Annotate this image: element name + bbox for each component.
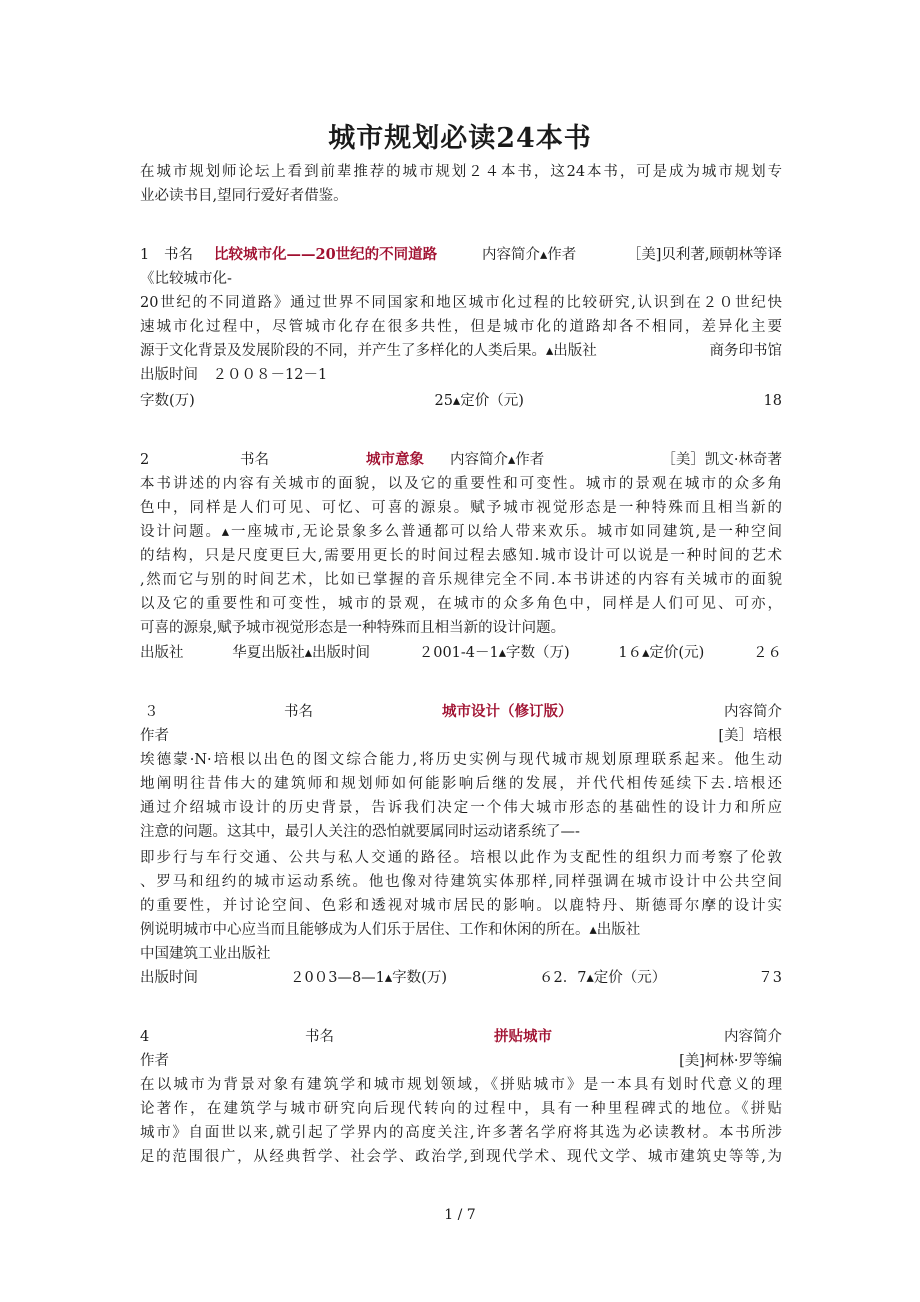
label-book-name: 书名 xyxy=(284,704,313,720)
book-text-line: 论著作，在建筑学与城市研究向后现代转向的过程中，具有一种里程碑式的地位。《拼贴 xyxy=(140,1101,782,1117)
book-text-line: 埃德蒙·N·培根以出色的图文综合能力,将历史实例与现代城市规划原理联系起来。他生动 xyxy=(140,752,782,768)
book-text-line: 以及它的重要性和可变性，城市的景观，在城市的众多角色中，同样是人们可见、可亦， xyxy=(140,596,782,612)
label-author: 作者 xyxy=(140,1053,169,1069)
book-text-line: 地阐明往昔伟大的建筑师和规划师如何能影响后继的发展，并代代相传延续下去.培根还 xyxy=(140,776,782,792)
stat-publisher-value: 华夏出版社▴出版时间 xyxy=(232,645,370,661)
stat-price-value: ７3 xyxy=(758,970,782,986)
page-number: 1 / 7 xyxy=(444,1207,476,1223)
stat-word-count-label: 字数(万) xyxy=(140,393,195,409)
book-1-header xyxy=(140,243,782,267)
page-title: 城市规划必读24本书 xyxy=(328,123,592,154)
label-intro-author: 内容简介▴作者 xyxy=(482,247,577,263)
label-intro: 内容简介 xyxy=(724,1029,782,1045)
book-number: 1 xyxy=(140,247,150,263)
book-2-stats xyxy=(140,641,782,665)
book-text-line: 源于文化背景及发展阶段的不同，并产生了多样化的人类后果。▴出版社 xyxy=(140,343,597,359)
book-text-line: 即步行与车行交通、公共与私人交通的路径。培根以此作为支配性的组织力而考察了伦敦 xyxy=(140,850,782,866)
book-text-line: 本书讲述的内容有关城市的面貌，以及它的重要性和可变性。城市的景观在城市的众多角 xyxy=(140,476,782,492)
book-text-line: 通过介绍城市设计的历史背景，告诉我们决定一个伟大城市形态的基础性的设计力和所应 xyxy=(140,800,782,816)
book-text-line: 城市》自面世以来,就引起了学界内的高度关注,许多著名学府将其选为必读教材。本书所涉 xyxy=(140,1125,782,1141)
book-text-line: 20世纪的不同道路》通过世界不同国家和地区城市化过程的比较研究,认识到在２０世纪快 xyxy=(140,295,782,311)
book-title: 城市设计（修订版） xyxy=(442,703,573,720)
book-3-stats xyxy=(140,966,782,990)
book-text-line: ,然而它与别的时间艺术，比如已掌握的音乐规律完全不同.本书讲述的内容有关城市的面貌 xyxy=(140,572,782,588)
book-text-line: 注意的问题。这其中，最引人关注的恐怕就要属同时运动诸系统了—- xyxy=(140,824,580,840)
book-author: [美］培根 xyxy=(718,728,782,744)
book-author: [美]柯林·罗等编 xyxy=(679,1053,782,1069)
intro-line: 在城市规划师论坛上看到前辈推荐的城市规划２４本书，这24本书，可是成为城市规划专 xyxy=(140,164,782,180)
book-3-header xyxy=(140,700,782,724)
book-text-line: 足的范围很广，从经典哲学、社会学、政治学,到现代学术、现代文学、城市建筑史等等,为 xyxy=(140,1149,782,1165)
book-text-line: 在以城市为背景对象有建筑学和城市规划领域，《拼贴城市》是一本具有划时代意义的理 xyxy=(140,1077,782,1093)
book-text-line: 的重要性，并讨论空间、色彩和透视对城市居民的影响。以鹿特丹、斯德哥尔摩的设计实 xyxy=(140,898,782,914)
book-title: 比较城市化——20世纪的不同道路 xyxy=(214,246,438,263)
book-publisher: 商务印书馆 xyxy=(709,343,782,359)
book-3-author-line xyxy=(140,724,782,748)
book-4-author-line xyxy=(140,1049,782,1073)
label-intro: 内容简介 xyxy=(724,704,782,720)
book-text-line: 色中，同样是人们可见、可忆、可喜的源泉。赋予城市视觉形态是一种特殊而且相当新的 xyxy=(140,500,782,516)
book-title: 拼贴城市 xyxy=(494,1028,552,1045)
book-text-line: 出版时间 ２００８－12－1 xyxy=(140,367,328,383)
book-text-line: 《比较城市化- xyxy=(140,271,232,287)
book-text-line: 、罗马和纽约的城市运动系统。他也像对待建筑实体那样,同样强调在城市设计中公共空间 xyxy=(140,874,782,890)
book-text-line: 的结构，只是尺度更巨大,需要用更长的时间过程去感知.城市设计可以说是一种时间的艺术 xyxy=(140,548,782,564)
stat-price-label: 25▴定价（元) xyxy=(434,393,524,409)
intro-line: 业必读书目,望同行爱好者借鉴。 xyxy=(140,188,348,204)
book-text-line: 中国建筑工业出版社 xyxy=(140,946,271,962)
book-1-publisher-line xyxy=(140,339,782,363)
book-title: 城市意象 xyxy=(366,451,424,468)
book-author: ［美］凯文·林奇著 xyxy=(661,452,782,468)
stat-price-value: ２６ xyxy=(752,645,782,661)
book-text-line: 速城市化过程中，尽管城市化存在很多共性，但是城市化的道路却各不相同，差异化主要 xyxy=(140,319,782,335)
label-intro-author: 内容简介▴作者 xyxy=(450,452,545,468)
book-author: ［美]贝利著,顾朝林等译 xyxy=(626,247,782,263)
book-2-header xyxy=(140,448,782,472)
label-book-name: 书名 xyxy=(305,1029,334,1045)
stat-date-value: ２0０3—8—1▴字数(万) xyxy=(290,970,447,986)
stat-date-value: ２001-4－1▴字数（万) xyxy=(418,645,570,661)
label-book-name: 书名 xyxy=(240,452,269,468)
label-author: 作者 xyxy=(140,728,169,744)
book-text-line: 设计问题。▴一座城市,无论景象多么普通都可以给人带来欢乐。城市如同建筑,是一种空间 xyxy=(140,524,782,540)
stat-publisher-label: 出版社 xyxy=(140,645,184,661)
book-number: 4 xyxy=(140,1029,150,1045)
stat-price-value: 18 xyxy=(763,393,782,409)
label-book-name: 书名 xyxy=(164,247,193,263)
book-number: 2 xyxy=(140,452,150,468)
book-4-header xyxy=(140,1025,782,1049)
book-text-line: 可喜的源泉,赋予城市视觉形态是一种特殊而且相当新的设计问题。 xyxy=(140,620,566,636)
stat-word-count-value: 1６▴定价(元) xyxy=(618,645,705,661)
book-text-line: 例说明城市中心应当而且能够成为人们乐于居住、工作和休闲的所在。▴出版社 xyxy=(140,922,641,938)
stat-word-count-value: ６2．7▴定价（元） xyxy=(539,970,667,986)
book-1-stats xyxy=(140,389,782,413)
stat-date-label: 出版时间 xyxy=(140,970,198,986)
book-number: ３ xyxy=(144,704,159,720)
